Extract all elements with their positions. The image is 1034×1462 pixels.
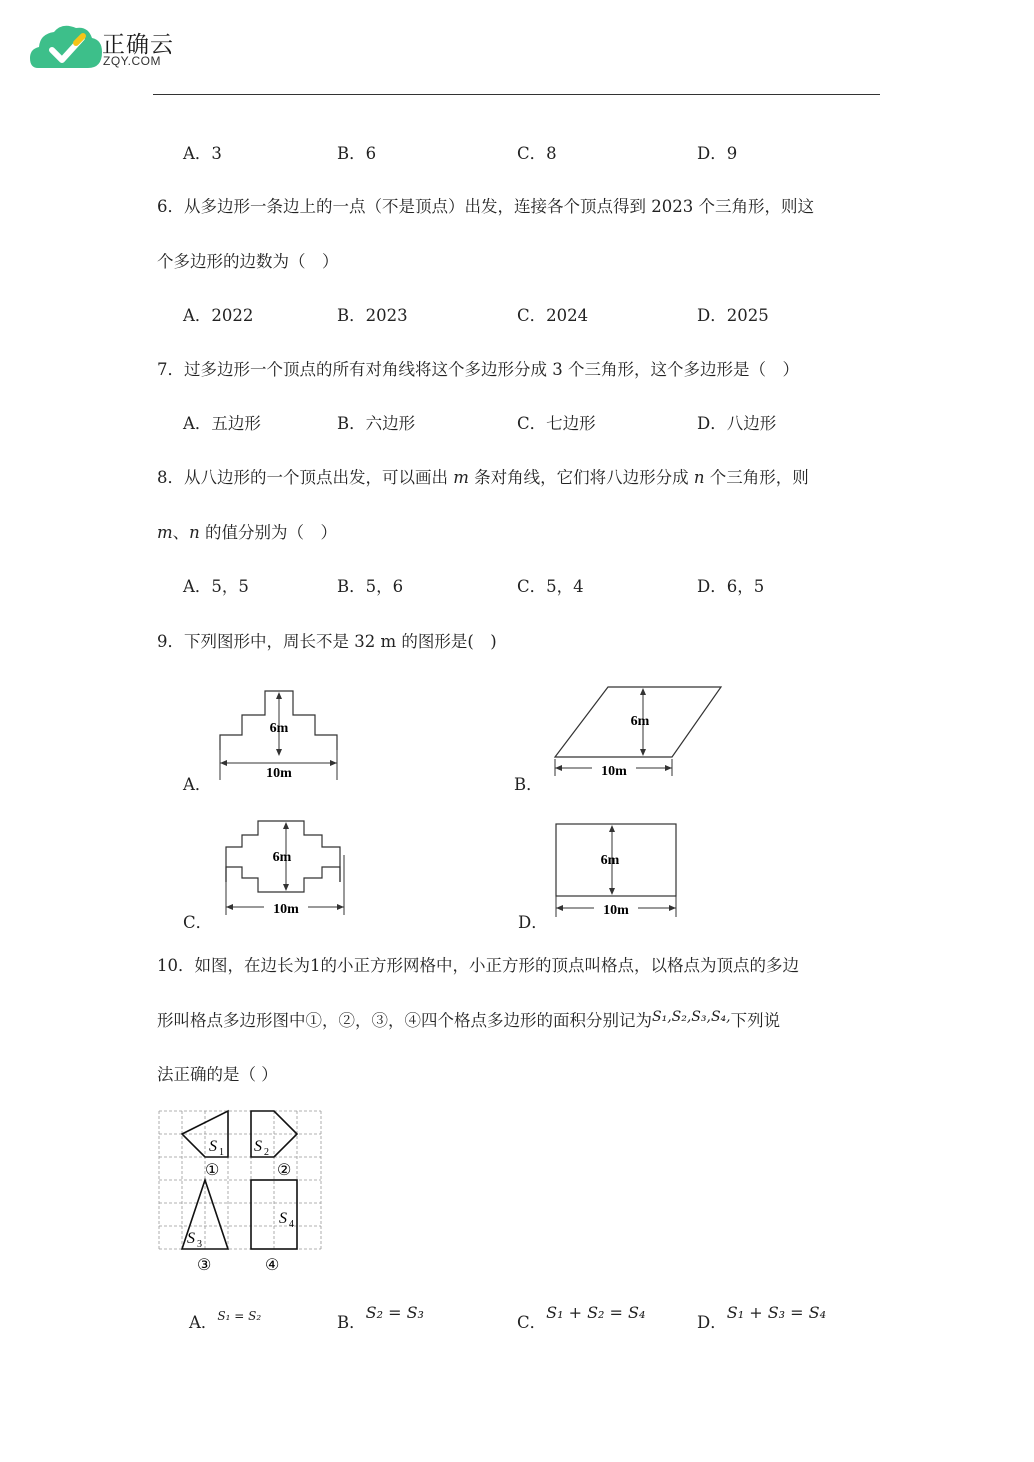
q5-option-c: C．8 (517, 144, 557, 163)
q10-stem-line1 (157, 958, 799, 975)
q10-option-a (189, 1309, 262, 1332)
q10-stem-line2 (157, 1009, 781, 1030)
s4-label: S (279, 1210, 287, 1227)
q6-option-c: C．2024 (517, 306, 589, 325)
q5-option-b: B．6 (337, 144, 377, 163)
q9-d-width-label: 10m (603, 903, 629, 918)
q10-text-d: 下列说 (730, 1011, 781, 1030)
q8-stem-line1 (157, 470, 809, 487)
q10-option-d-label: D． (697, 1313, 727, 1332)
circle-4-label: ④ (265, 1257, 280, 1274)
q8-var-m2: m (157, 523, 173, 542)
q8-option-b: B．5，6 (337, 577, 404, 596)
q9-option-c-label: C． (183, 913, 213, 932)
header-divider (153, 94, 880, 95)
q6-option-b: B．2023 (337, 306, 408, 325)
s1-sub: 1 (219, 1147, 224, 1158)
q8-sep: 、 (172, 523, 190, 542)
circle-2-label: ② (277, 1162, 292, 1179)
q9-a-height-label: 6m (269, 721, 289, 736)
q8-text-a: 8．从八边形的一个顶点出发，可以画出 (157, 468, 448, 487)
q10-text-a: 10．如图，在边长为 (157, 956, 310, 975)
q10-stem-line3: 法正确的是（ ） (157, 1065, 278, 1084)
q10-option-d (697, 1303, 827, 1332)
q8-text-b: 条对角线，它们将八边形分成 (474, 468, 689, 487)
brand-domain: ZQY.COM (103, 54, 161, 68)
q8-var-m: m (453, 468, 469, 487)
q9-stem: 9．下列图形中，周长不是 32 m 的图形是( ) (157, 632, 497, 651)
q9-b-width-label: 10m (601, 764, 627, 779)
circle-1-label: ① (205, 1162, 220, 1179)
s1-label: S (209, 1138, 217, 1155)
q9-option-b-label: B． (514, 775, 543, 794)
q9-figure-b (550, 680, 730, 780)
q6-option-a: A．2022 (183, 306, 254, 325)
q10-option-a-expr: S₁ = S₂ (217, 1309, 262, 1323)
q5-option-a: A．3 (183, 144, 222, 163)
q9-c-width-label: 10m (273, 902, 299, 917)
q8-var-n2: n (189, 523, 200, 542)
q7-option-b: B．六边形 (337, 414, 416, 433)
q9-option-d-label: D． (518, 913, 548, 932)
q10-option-b-label: B． (337, 1313, 366, 1332)
q9-figure-d (550, 818, 685, 920)
q8-stem-line2 (157, 525, 337, 542)
q8-text-c: 个三角形，则 (709, 468, 809, 487)
s3-sub: 3 (197, 1239, 202, 1250)
circle-3-label: ③ (197, 1257, 212, 1274)
s2-sub: 2 (264, 1147, 269, 1158)
q8-option-d: D．6，5 (697, 577, 765, 596)
q9-b-height-label: 6m (630, 714, 650, 729)
q10-option-c (517, 1303, 646, 1332)
q10-option-c-label: C． (517, 1313, 547, 1332)
q8-option-a: A．5，5 (183, 577, 249, 596)
q6-option-d: D．2025 (697, 306, 769, 325)
s3-label: S (187, 1230, 195, 1247)
q9-a-width-label: 10m (266, 766, 292, 781)
q10-grid-figure (155, 1107, 325, 1277)
q9-figure-a (215, 685, 345, 785)
q10-area-vars: S₁,S₂,S₃,S₄, (652, 1009, 731, 1025)
q7-option-d: D．八边形 (697, 414, 777, 433)
q10-option-c-expr: S₁ + S₂ = S₄ (546, 1303, 646, 1322)
s2-label: S (254, 1138, 262, 1155)
q10-option-b (337, 1303, 424, 1332)
q8-var-n: n (693, 468, 705, 487)
q10-text-c: 形叫格点多边形图中①，②，③，④四个格点多边形的面积分别记为 (157, 1011, 652, 1030)
q7-option-c: C．七边形 (517, 414, 596, 433)
s4-sub: 4 (289, 1219, 294, 1230)
q10-option-a-label: A． (189, 1313, 218, 1332)
q10-one: 1 (310, 956, 321, 975)
q10-text-b: 的小正方形网格中，小正方形的顶点叫格点，以格点为顶点的多边 (320, 956, 799, 975)
q9-figure-c (220, 815, 355, 920)
q9-c-height-label: 6m (272, 850, 292, 865)
q7-stem: 7．过多边形一个顶点的所有对角线将这个多边形分成 3 个三角形，这个多边形是（ ） (157, 360, 799, 379)
brand-name: 正确云 (102, 32, 174, 58)
q6-stem-line1: 6．从多边形一条边上的一点（不是顶点）出发，连接各个顶点得到 2023 个三角形，则这 (157, 197, 814, 216)
q10-option-b-expr: S₂ = S₃ (365, 1303, 424, 1322)
q6-stem-line2: 个多边形的边数为（ ） (157, 252, 339, 271)
q8-text-d: 的值分别为（ ） (205, 523, 338, 542)
q9-option-a-label: A． (183, 775, 212, 794)
q8-option-c: C．5，4 (517, 577, 584, 596)
q7-option-a: A．五边形 (183, 414, 261, 433)
q10-option-d-expr: S₁ + S₃ = S₄ (726, 1303, 827, 1322)
q9-d-height-label: 6m (600, 853, 620, 868)
q5-option-d: D．9 (697, 144, 738, 163)
